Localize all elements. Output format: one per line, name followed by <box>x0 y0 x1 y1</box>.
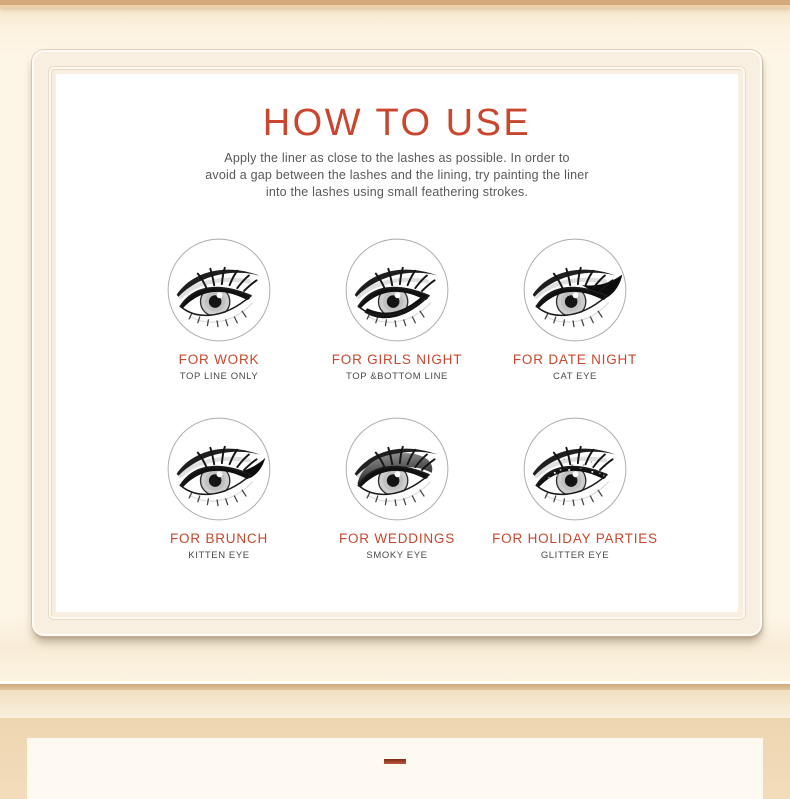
how-to-use-panel <box>56 74 738 612</box>
eyeliner-style-card <box>308 237 486 382</box>
style-technique: SMOKY EYE <box>366 550 428 561</box>
style-name: FOR DATE NIGHT <box>512 352 638 367</box>
instructions-line: Apply the liner as close to the lashes as possible. In order to <box>224 151 570 165</box>
eye-illustration-top-line-only-icon <box>166 237 272 343</box>
eyeliner-style-card <box>130 237 308 382</box>
style-technique: CAT EYE <box>553 371 597 382</box>
style-name: FOR WEDDINGS <box>338 531 456 546</box>
eyeliner-style-card <box>486 237 664 382</box>
style-technique: TOP &BOTTOM LINE <box>346 371 448 382</box>
instructions-line: avoid a gap between the lashes and the lining, try painting the liner <box>205 168 589 182</box>
top-molding-strip <box>0 0 790 8</box>
style-technique: KITTEN EYE <box>188 550 250 561</box>
wall-groove-fade <box>0 690 790 718</box>
style-name: FOR BRUNCH <box>170 531 268 546</box>
section-divider-dash-icon <box>384 759 406 764</box>
eyeliner-style-card <box>486 416 664 561</box>
eye-illustration-top-and-bottom-line-icon <box>344 237 450 343</box>
picture-frame <box>32 50 762 636</box>
eye-illustration-smoky-eye-icon <box>344 416 450 522</box>
next-section-panel <box>27 738 763 799</box>
styles-row-2 <box>56 416 738 561</box>
style-technique: TOP LINE ONLY <box>179 371 259 382</box>
eye-illustration-glitter-eye-icon <box>522 416 628 522</box>
instructions-line: into the lashes using small feathering strokes. <box>265 185 529 199</box>
eyeliner-style-card <box>308 416 486 561</box>
style-name: FOR WORK <box>178 352 260 367</box>
styles-row-1 <box>56 237 738 382</box>
eye-illustration-cat-eye-icon <box>522 237 628 343</box>
eye-illustration-kitten-eye-icon <box>166 416 272 522</box>
style-name: FOR HOLIDAY PARTIES <box>492 531 658 546</box>
style-technique: GLITTER EYE <box>540 550 610 561</box>
style-name: FOR GIRLS NIGHT <box>331 352 463 367</box>
eyeliner-style-card <box>130 416 308 561</box>
instructions-text <box>56 150 738 201</box>
page-title: HOW TO USE <box>262 102 532 144</box>
